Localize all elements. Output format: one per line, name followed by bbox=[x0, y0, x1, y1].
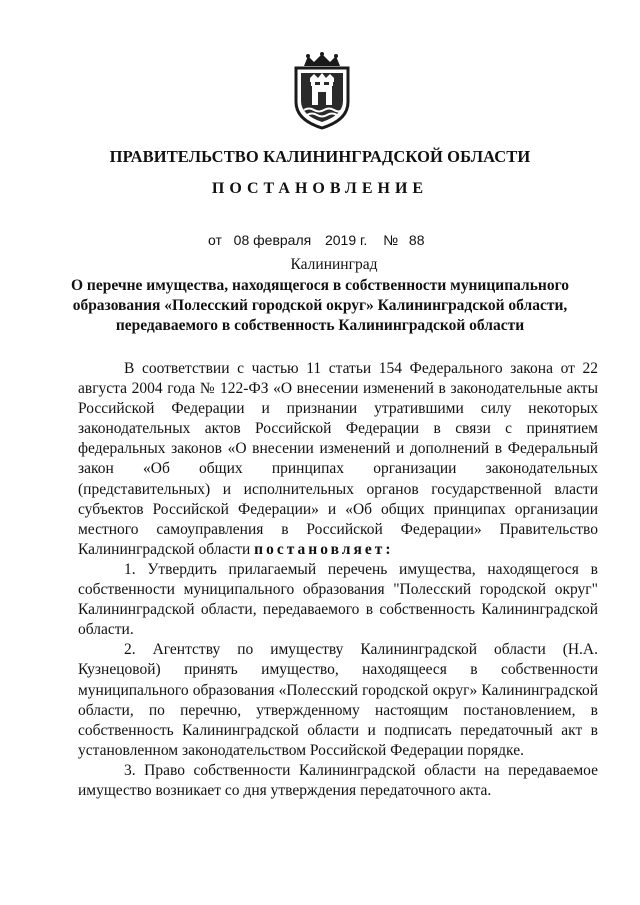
number-sign: № bbox=[383, 232, 399, 248]
document-body bbox=[78, 359, 598, 801]
item-3: 3. Право собственности Калининградской области на передаваемое имущество возникает со дня утверждения передаточного акта. bbox=[78, 761, 598, 799]
city: Калининград bbox=[290, 256, 378, 273]
item-2: 2. Агентству по имуществу Калининградской области (Н.А. Кузнецовой) принять имущество, находящееся в собственности муниципального образования «Полесский городской округ» Калининградской области, по перечню, утвержденному настоящим постановлением, в собственность Калининградской области и подписать передаточный акт в установленном законодательством Российской Федерации порядке. bbox=[78, 641, 598, 759]
document-date: 08 февраля bbox=[233, 232, 312, 248]
document-type: ПОСТАНОВЛЕНИЕ bbox=[211, 180, 429, 197]
document-year: 2019 г. bbox=[324, 232, 368, 248]
preamble-text: В соответствии с частью 11 статьи 154 Федерального закона от 22 августа 2004 года № 122-ФЗ «О внесении изменений в законодательные акты Российской Федерации и признании утратившими силу некоторых законодательных актов Российской Федерации в связи с принятием федеральных законов «О внесении изменений и дополнений в Федеральный закон «Об общих принципах организации законодательных (представительных) и исполнительных органов государственной власти субъектов Российской Федерации» и «Об общих принципах организации местного самоуправления в Российской Федерации» Правительство Калининградской области bbox=[78, 360, 598, 558]
resolves-word: постановляет: bbox=[254, 540, 394, 558]
preamble-paragraph bbox=[78, 359, 598, 560]
document-title: О перечне имущества, находящегося в собственности муниципального образования «Полесский городской округ» Калининградской области, передаваемого в собственность Калининградской области bbox=[70, 277, 570, 334]
document-number: 88 bbox=[408, 232, 425, 248]
date-line bbox=[208, 232, 424, 248]
date-prefix: от bbox=[208, 232, 222, 248]
item-1: 1. Утвердить прилагаемый перечень имущества, находящегося в собственности муниципального образования "Полесский городской округ" Калининградской области, передаваемого в собственность Калининградской области. bbox=[78, 560, 598, 639]
coat-of-arms-icon bbox=[290, 52, 354, 130]
organization-name: ПРАВИТЕЛЬСТВО КАЛИНИНГРАДСКОЙ ОБЛАСТИ bbox=[109, 147, 531, 166]
